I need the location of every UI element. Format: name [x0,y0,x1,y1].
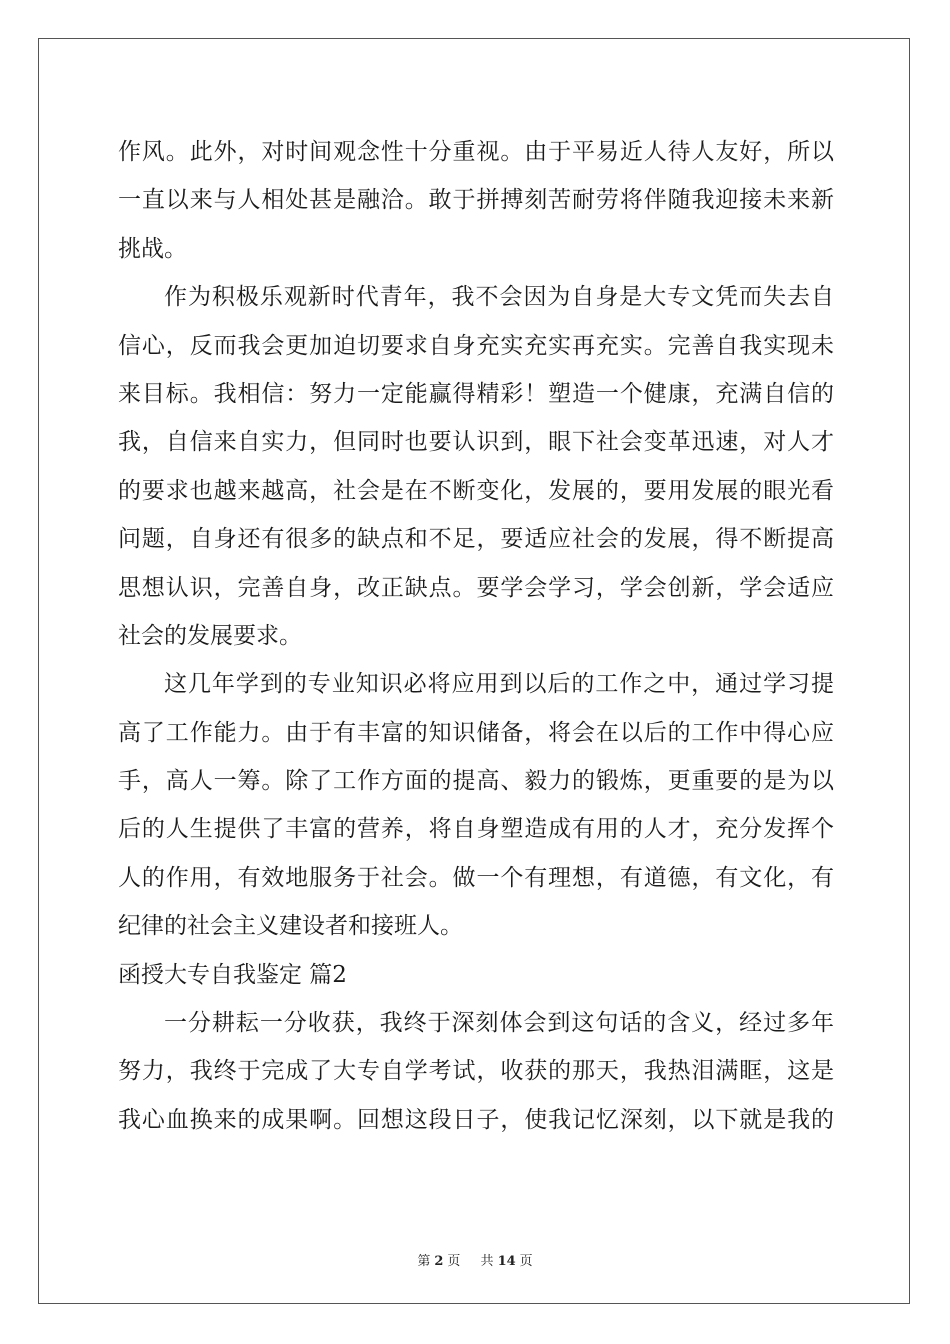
page-number: 2 [434,1254,444,1269]
page-suffix: 页 [447,1254,461,1269]
text-line: 我心血换来的成果啊。回想这段日子，使我记忆深刻，以下就是我的 [118,1106,834,1133]
total-pages [477,1254,537,1269]
total-number: 14 [497,1254,516,1269]
document-body [118,128,834,1144]
page-footer [0,1250,950,1269]
total-suffix: 页 [519,1254,533,1269]
text-line: 人的作用，有效地服务于社会。做一个有理想，有道德，有文化，有 [118,864,834,891]
page-prefix: 第 [417,1254,431,1269]
text-line: 一直以来与人相处甚是融洽。敢于拼搏刻苦耐劳将伴随我迎接未来新 [118,187,834,214]
text-line: 信心，反而我会更加迫切要求自身充实充实再充实。完善自我实现未 [118,332,834,359]
text-line: 后的人生提供了丰富的营养，将自身塑造成有用的人才，充分发挥个 [118,816,834,843]
text-line: 作为积极乐观新时代青年，我不会因为自身是大专文凭而失去自 [164,284,834,311]
text-line: 纪律的社会主义建设者和接班人。 [118,913,463,940]
total-prefix: 共 [480,1254,494,1269]
text-line: 我，自信来自实力，但同时也要认识到，眼下社会变革迅速，对人才 [118,429,834,456]
text-line: 一分耕耘一分收获，我终于深刻体会到这句话的含义，经过多年 [164,1010,834,1037]
text-line: 函授大专自我鉴定 篇2 [118,961,347,988]
text-line: 手，高人一筹。除了工作方面的提高、毅力的锻炼，更重要的是为以 [118,768,834,795]
text-line: 挑战。 [118,235,187,262]
text-line: 社会的发展要求。 [118,622,302,649]
text-line: 的要求也越来越高，社会是在不断变化，发展的，要用发展的眼光看 [118,477,834,504]
current-page [413,1254,464,1269]
text-line: 来目标。我相信：努力一定能赢得精彩！塑造一个健康，充满自信的 [118,380,834,407]
text-line: 思想认识，完善自身，改正缺点。要学会学习，学会创新，学会适应 [118,574,834,601]
text-line: 作风。此外，对时间观念性十分重视。由于平易近人待人友好，所以 [118,139,834,165]
text-line: 这几年学到的专业知识必将应用到以后的工作之中，通过学习提 [164,671,834,698]
text-line: 高了工作能力。由于有丰富的知识储备，将会在以后的工作中得心应 [118,719,834,746]
text-line: 问题，自身还有很多的缺点和不足，要适应社会的发展，得不断提高 [118,526,834,553]
text-line: 努力，我终于完成了大专自学考试，收获的那天，我热泪满眶，这是 [118,1058,834,1085]
